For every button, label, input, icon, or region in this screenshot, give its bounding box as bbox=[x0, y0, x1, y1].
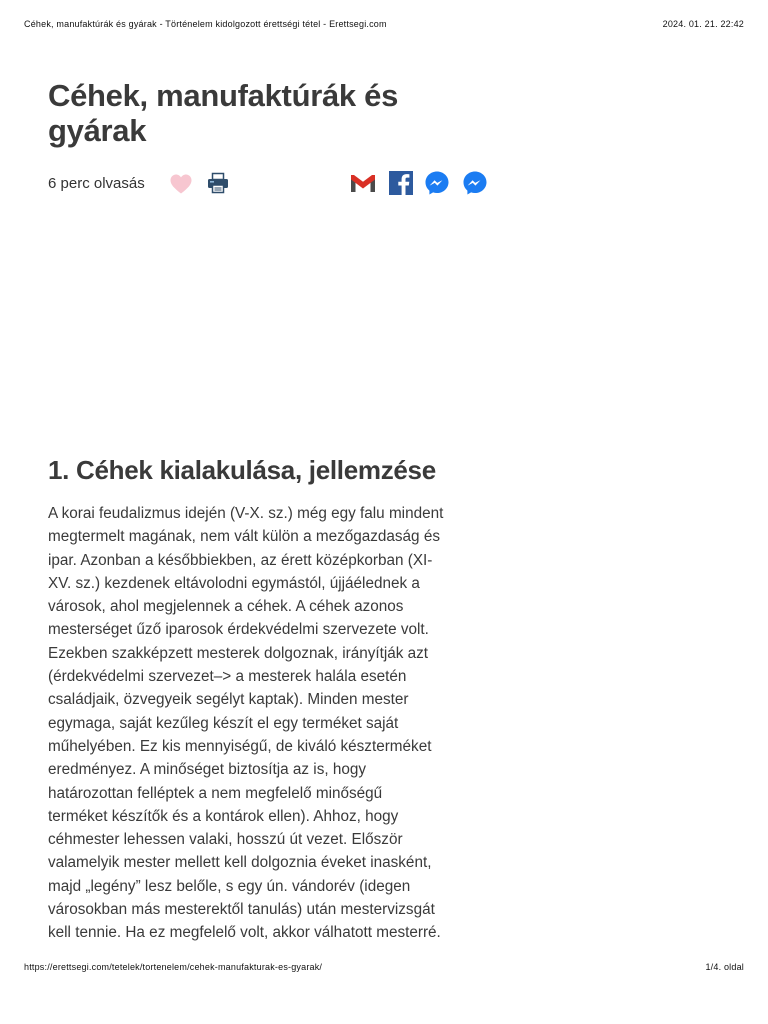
body-line: A korai feudalizmus idején (V-X. sz.) még egy falu mindent bbox=[48, 505, 444, 522]
body-line: mesterséget űző iparosok érdekvédelmi szervezete volt. bbox=[48, 621, 429, 639]
print-header bbox=[24, 19, 744, 29]
heart-icon[interactable] bbox=[169, 173, 193, 195]
gmail-icon[interactable] bbox=[350, 170, 376, 196]
print-footer bbox=[24, 962, 744, 972]
body-line: megtermelt magának, nem vált külön a mezőgazdaság és bbox=[48, 528, 440, 546]
print-footer-url[interactable]: https://erettsegi.com/tetelek/tortenelem/cehek-manufakturak-es-gyarak/ bbox=[24, 962, 323, 972]
body-line: XV. sz.) kezdenek eltávolodni egymástól, újjáélednek a bbox=[48, 574, 420, 592]
body-line: ipar. Azonban a későbbiekben, az érett középkorban (XI- bbox=[48, 551, 433, 569]
print-header-page-title: Céhek, manufaktúrák és gyárak - Történelem kidolgozott érettségi tétel - Erettsegi.com bbox=[24, 19, 387, 29]
body-line: terméket készítők és a kontárok ellen). Ahhoz, hogy bbox=[48, 807, 399, 825]
body-line: egymaga, saját kezűleg készít el egy terméket saját bbox=[48, 714, 399, 732]
article-body bbox=[48, 502, 493, 945]
body-line: valamelyik mester mellett kell dolgoznia éveket inasként, bbox=[48, 854, 432, 872]
body-line: városokban más mesterektől tanulás) után mestervizsgát bbox=[48, 901, 435, 919]
facebook-icon[interactable] bbox=[388, 170, 414, 196]
messenger-icon[interactable] bbox=[424, 170, 450, 196]
article bbox=[48, 78, 488, 942]
body-line: műhelyében. Ez kis mennyiségű, de kiváló készterméket bbox=[48, 737, 432, 755]
article-title: Céhek, manufaktúrák és gyárak bbox=[48, 78, 399, 148]
print-header-datetime: 2024. 01. 21. 22:42 bbox=[662, 19, 744, 29]
reading-time: 6 perc olvasás bbox=[48, 175, 145, 192]
body-line: eredményez. A minőséget biztosítja az is, hogy bbox=[48, 761, 367, 779]
body-line: kell tennie. Ha ez megfelelő volt, akkor válhatott mesterré. bbox=[48, 924, 441, 942]
messenger-icon[interactable] bbox=[462, 170, 488, 196]
body-line: határozottan felléptek a nem megfelelő minőségű bbox=[48, 784, 383, 802]
body-line: céhmester lehessen valaki, hosszú út vezet. Először bbox=[48, 831, 403, 849]
body-line: városok, ahol megjelennek a céhek. A céhek azonos bbox=[48, 598, 404, 616]
body-line: családjaik, özvegyeik segélyt kaptak). Minden mester bbox=[48, 691, 409, 709]
body-line: (érdekvédelmi szervezet–> a mesterek halála esetén bbox=[48, 668, 407, 686]
article-meta-row bbox=[48, 174, 488, 198]
print-footer-page-counter: 1/4. oldal bbox=[705, 962, 744, 972]
printer-icon[interactable] bbox=[206, 171, 230, 195]
body-line: majd „legény” lesz belőle, s egy ún. vándorév (idegen bbox=[48, 877, 411, 895]
body-line: Ezekben szakképzett mesterek dolgoznak, irányítják azt bbox=[48, 644, 429, 662]
section-heading: 1. Céhek kialakulása, jellemzése bbox=[48, 455, 436, 485]
